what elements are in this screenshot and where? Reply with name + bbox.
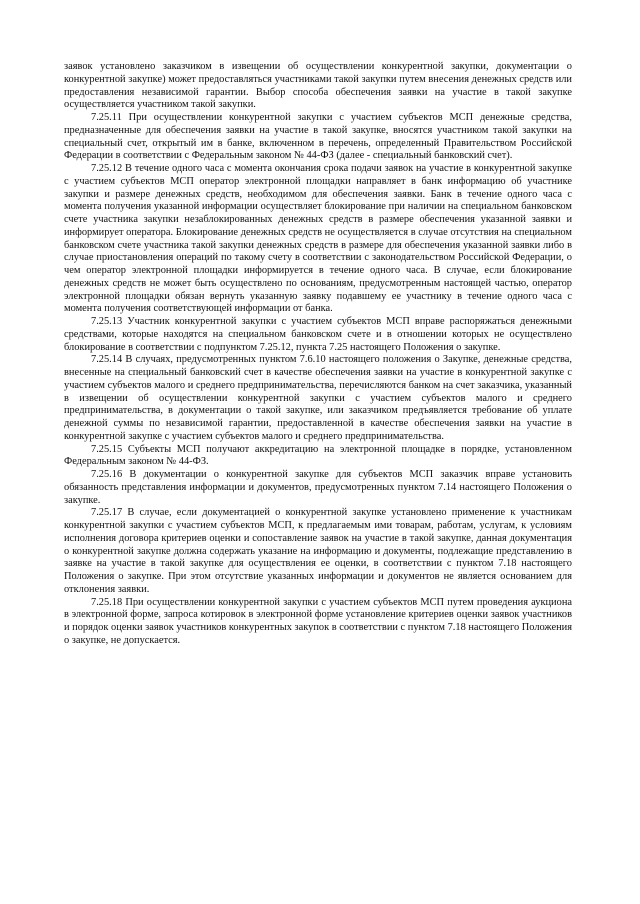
paragraph-7-25-14: 7.25.14 В случаях, предусмотренных пунктом 7.6.10 настоящего положения о Закупке, денежные средства, внесенные на специальный банковский счет в качестве обеспечения заявки на участие в конкурентной закупке с участием субъектов малого и среднего предпринимательства, перечисляются банком на счет заказчика, указанный в извещении об осуществлении конкурентной закупки с участием субъектов малого и среднего предпринимательства, в документации о такой закупке, или заказчиком предъявляется требование об уплате денежной суммы по независимой гарантии, предоставленной в качестве обеспечения заявки на участие в конкурентной закупке с участием субъектов малого и среднего предпринимательства. [64, 354, 572, 442]
paragraph-7-25-16: 7.25.16 В документации о конкурентной закупке для субъектов МСП заказчик вправе установить обязанность представления информации и документов, предусмотренных пунктом 7.14 настоящего Положения о закупке. [64, 469, 572, 506]
paragraph-7-25-13: 7.25.13 Участник конкурентной закупки с участием субъектов МСП вправе распоряжаться денежными средствами, которые находятся на специальном банковском счете и в отношении которых не осуществлено блокирование в соответствии с подпунктом 7.25.12, пункта 7.25 настоящего Положения о закупке. [64, 316, 572, 353]
paragraph-7-25-12: 7.25.12 В течение одного часа с момента окончания срока подачи заявок на участие в конкурентной закупке с участием субъектов МСП оператор электронной площадки направляет в банк информацию об участнике закупки и размере денежных средств, необходимом для обеспечения заявки. Банк в течение одного часа с момента получения указанной информации осуществляет блокирование при наличии на специальном банковском счете участника закупки незаблокированных денежных средств в размере обеспечения указанной заявки и информирует оператора. Блокирование денежных средств не осуществляется в случае отсутствия на специальном банковском счете участника такой закупки денежных средств в размере для обеспечения указанной заявки либо в случае приостановления операций по такому счету в соответствии с законодательством Российской Федерации, о чем оператор электронной площадки информируется в течение одного часа. В случае, если блокирование денежных средств не может быть осуществлено по основаниям, предусмотренным настоящей частью, оператор электронной площадки обязан вернуть указанную заявку подавшему ее участнику в течение одного часа с момента получения соответствующей информации от банка. [64, 163, 572, 315]
paragraph-7-25-11: 7.25.11 При осуществлении конкурентной закупки с участием субъектов МСП денежные средства, предназначенные для обеспечения заявки на участие в такой закупке, вносятся участником такой закупки на специальный счет, открытый им в банке, включенном в перечень, определенный Правительством Российской Федерации в соответствии с Федеральным законом № 44-ФЗ (далее - специальный банковский счет). [64, 112, 572, 162]
document-page [64, 61, 572, 648]
paragraph-7-25-17: 7.25.17 В случае, если документацией о конкурентной закупке установлено применение к участникам конкурентной закупки с участием субъектов МСП, к предлагаемым ими товарам, работам, услугам, к условиям исполнения договора критериев оценки и сопоставление заявок на участие в такой закупке, данная документация о конкурентной закупке должна содержать указание на информацию и документы, подлежащие представлению в заявке на участие в такой закупке для осуществления ее оценки, в соответствии с пунктом 7.18 настоящего Положения о закупке. При этом отсутствие указанных информации и документов не является основанием для отклонения заявки. [64, 507, 572, 595]
paragraph-7-25-18: 7.25.18 При осуществлении конкурентной закупки с участием субъектов МСП путем проведения аукциона в электронной форме, запроса котировок в электронной форме установление критериев оценки заявок участников и порядок оценки заявок участников конкурентных закупок в соответствии с пунктом 7.18 настоящего Положения о закупке, не допускается. [64, 596, 572, 646]
paragraph-continuation: заявок установлено заказчиком в извещении об осуществлении конкурентной закупки, документации о конкурентной закупке) может предоставляться участниками такой закупки путем внесения денежных средств или предоставления независимой гарантии. Выбор способа обеспечения заявки на участие в такой закупке осуществляется участником такой закупки. [64, 61, 572, 111]
paragraph-7-25-15: 7.25.15 Субъекты МСП получают аккредитацию на электронной площадке в порядке, установленном Федеральным законом № 44-ФЗ. [64, 443, 572, 468]
